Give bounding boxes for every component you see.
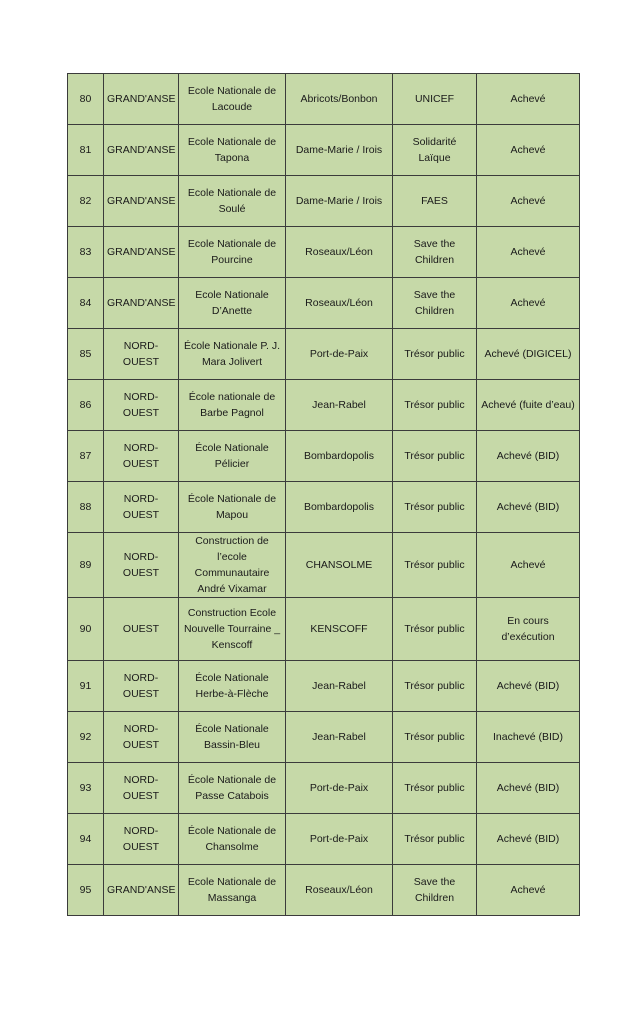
cell-school: Ecole Nationale de Soulé bbox=[179, 176, 286, 227]
cell-commune: Roseaux/Léon bbox=[286, 227, 393, 278]
table-row bbox=[68, 482, 580, 533]
cell-school: Construction de l’ecole Communautaire André Vixamar bbox=[179, 533, 286, 598]
cell-commune: Bombardopolis bbox=[286, 482, 393, 533]
cell-number: 93 bbox=[68, 763, 104, 814]
cell-funder: Trésor public bbox=[393, 814, 477, 865]
cell-status: Achevé (BID) bbox=[477, 814, 580, 865]
cell-status: Achevé (BID) bbox=[477, 431, 580, 482]
table-row bbox=[68, 176, 580, 227]
table-row bbox=[68, 865, 580, 916]
cell-commune: Port-de-Paix bbox=[286, 763, 393, 814]
table-row bbox=[68, 533, 580, 598]
cell-status: Achevé bbox=[477, 278, 580, 329]
cell-funder: Trésor public bbox=[393, 712, 477, 763]
cell-status: Achevé (DIGICEL) bbox=[477, 329, 580, 380]
cell-department: NORD-OUEST bbox=[104, 661, 179, 712]
cell-commune: CHANSOLME bbox=[286, 533, 393, 598]
cell-number: 85 bbox=[68, 329, 104, 380]
cell-status: Achevé bbox=[477, 125, 580, 176]
cell-funder: Trésor public bbox=[393, 598, 477, 661]
table-row bbox=[68, 278, 580, 329]
cell-status: Achevé bbox=[477, 176, 580, 227]
cell-status: En cours d’exécution bbox=[477, 598, 580, 661]
table-row bbox=[68, 814, 580, 865]
cell-commune: Abricots/Bonbon bbox=[286, 74, 393, 125]
table-row bbox=[68, 74, 580, 125]
table-row bbox=[68, 227, 580, 278]
cell-status: Achevé (BID) bbox=[477, 763, 580, 814]
cell-funder: Solidarité Laïque bbox=[393, 125, 477, 176]
cell-number: 89 bbox=[68, 533, 104, 598]
cell-department: GRAND'ANSE bbox=[104, 227, 179, 278]
cell-department: NORD-OUEST bbox=[104, 712, 179, 763]
cell-funder: Trésor public bbox=[393, 533, 477, 598]
cell-funder: Save the Children bbox=[393, 865, 477, 916]
table-row bbox=[68, 763, 580, 814]
cell-department: GRAND'ANSE bbox=[104, 865, 179, 916]
table-row bbox=[68, 329, 580, 380]
cell-funder: Save the Children bbox=[393, 278, 477, 329]
cell-status: Achevé (fuite d’eau) bbox=[477, 380, 580, 431]
cell-status: Achevé bbox=[477, 74, 580, 125]
cell-commune: Bombardopolis bbox=[286, 431, 393, 482]
cell-school: École Nationale Bassin-Bleu bbox=[179, 712, 286, 763]
cell-commune: Dame-Marie / Irois bbox=[286, 125, 393, 176]
cell-commune: Port-de-Paix bbox=[286, 329, 393, 380]
cell-department: NORD-OUEST bbox=[104, 329, 179, 380]
cell-commune: Roseaux/Léon bbox=[286, 278, 393, 329]
cell-number: 88 bbox=[68, 482, 104, 533]
cell-school: Ecole Nationale de Massanga bbox=[179, 865, 286, 916]
cell-number: 83 bbox=[68, 227, 104, 278]
cell-department: GRAND'ANSE bbox=[104, 176, 179, 227]
cell-department: OUEST bbox=[104, 598, 179, 661]
cell-department: NORD-OUEST bbox=[104, 533, 179, 598]
table-row bbox=[68, 125, 580, 176]
cell-funder: UNICEF bbox=[393, 74, 477, 125]
cell-school: École Nationale Herbe-à-Flèche bbox=[179, 661, 286, 712]
cell-school: Construction Ecole Nouvelle Tourraine _ Kenscoff bbox=[179, 598, 286, 661]
cell-department: GRAND'ANSE bbox=[104, 125, 179, 176]
cell-number: 87 bbox=[68, 431, 104, 482]
table-row bbox=[68, 712, 580, 763]
table-row bbox=[68, 598, 580, 661]
schools-table bbox=[67, 73, 580, 916]
cell-commune: Port-de-Paix bbox=[286, 814, 393, 865]
cell-school: École Nationale de Mapou bbox=[179, 482, 286, 533]
table-row bbox=[68, 380, 580, 431]
cell-department: NORD-OUEST bbox=[104, 763, 179, 814]
cell-funder: Trésor public bbox=[393, 763, 477, 814]
cell-commune: Dame-Marie / Irois bbox=[286, 176, 393, 227]
cell-commune: KENSCOFF bbox=[286, 598, 393, 661]
cell-number: 95 bbox=[68, 865, 104, 916]
cell-department: NORD-OUEST bbox=[104, 814, 179, 865]
cell-commune: Jean-Rabel bbox=[286, 380, 393, 431]
cell-school: École Nationale de Passe Catabois bbox=[179, 763, 286, 814]
cell-number: 86 bbox=[68, 380, 104, 431]
cell-number: 91 bbox=[68, 661, 104, 712]
cell-number: 92 bbox=[68, 712, 104, 763]
cell-funder: FAES bbox=[393, 176, 477, 227]
cell-commune: Jean-Rabel bbox=[286, 661, 393, 712]
cell-school: École nationale de Barbe Pagnol bbox=[179, 380, 286, 431]
cell-commune: Jean-Rabel bbox=[286, 712, 393, 763]
cell-status: Inachevé (BID) bbox=[477, 712, 580, 763]
cell-number: 94 bbox=[68, 814, 104, 865]
cell-status: Achevé bbox=[477, 227, 580, 278]
cell-school: Ecole Nationale D’Anette bbox=[179, 278, 286, 329]
cell-number: 84 bbox=[68, 278, 104, 329]
cell-school: École Nationale P. J. Mara Jolivert bbox=[179, 329, 286, 380]
cell-status: Achevé bbox=[477, 865, 580, 916]
cell-funder: Save the Children bbox=[393, 227, 477, 278]
table-row bbox=[68, 431, 580, 482]
cell-school: Ecole Nationale de Tapona bbox=[179, 125, 286, 176]
cell-number: 82 bbox=[68, 176, 104, 227]
cell-department: GRAND'ANSE bbox=[104, 74, 179, 125]
cell-school: Ecole Nationale de Pourcine bbox=[179, 227, 286, 278]
cell-department: NORD-OUEST bbox=[104, 431, 179, 482]
cell-funder: Trésor public bbox=[393, 482, 477, 533]
cell-status: Achevé (BID) bbox=[477, 661, 580, 712]
table-row bbox=[68, 661, 580, 712]
cell-school: École Nationale Pélicier bbox=[179, 431, 286, 482]
cell-department: NORD-OUEST bbox=[104, 482, 179, 533]
cell-funder: Trésor public bbox=[393, 380, 477, 431]
cell-funder: Trésor public bbox=[393, 329, 477, 380]
cell-status: Achevé bbox=[477, 533, 580, 598]
cell-number: 90 bbox=[68, 598, 104, 661]
cell-department: GRAND'ANSE bbox=[104, 278, 179, 329]
cell-commune: Roseaux/Léon bbox=[286, 865, 393, 916]
cell-status: Achevé (BID) bbox=[477, 482, 580, 533]
cell-school: Ecole Nationale de Lacoude bbox=[179, 74, 286, 125]
cell-school: École Nationale de Chansolme bbox=[179, 814, 286, 865]
cell-funder: Trésor public bbox=[393, 661, 477, 712]
cell-funder: Trésor public bbox=[393, 431, 477, 482]
cell-number: 80 bbox=[68, 74, 104, 125]
cell-number: 81 bbox=[68, 125, 104, 176]
cell-department: NORD-OUEST bbox=[104, 380, 179, 431]
